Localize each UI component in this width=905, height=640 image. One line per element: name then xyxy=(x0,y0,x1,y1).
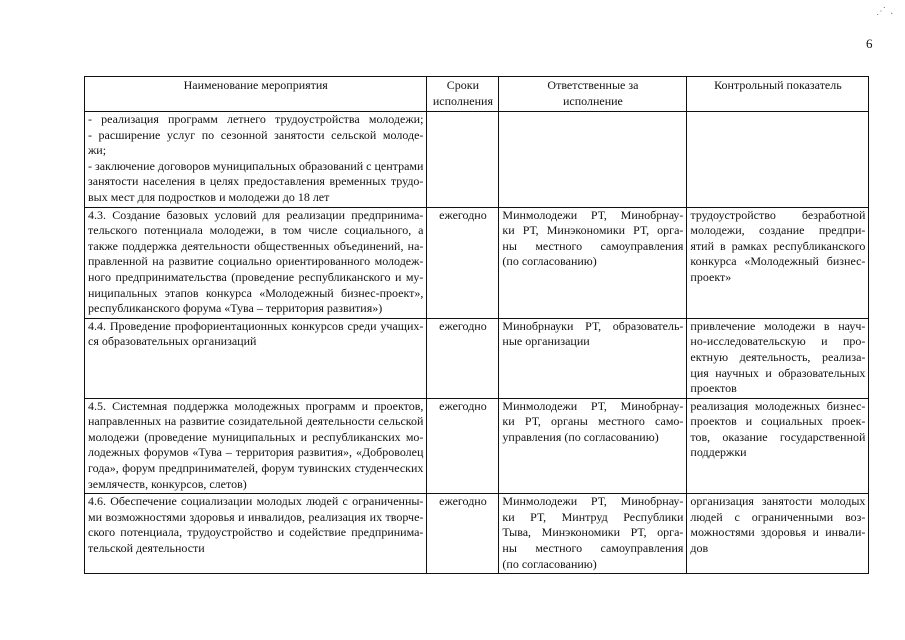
page-number: 6 xyxy=(866,36,873,51)
indicator-line: но-исследовательскую и про- xyxy=(690,334,866,349)
header-indicator xyxy=(687,77,869,112)
responsible-line: ки РТ, Минэкономики РТ, орга- xyxy=(502,223,684,238)
indicator-line: ятий в рамках республиканского xyxy=(690,238,866,253)
event-name-line: 4.5. Системная поддержка молодежных программ и проектов, xyxy=(88,398,424,413)
responsible-line: ки РТ, Минтруд Республики xyxy=(502,509,684,524)
event-name-line: ся образовательных организаций xyxy=(88,334,257,349)
table-row xyxy=(85,494,869,574)
cell-indicator xyxy=(687,398,869,494)
cell-event-name xyxy=(85,398,427,494)
event-name-line: республиканского форума «Тува – территория развития») xyxy=(88,301,383,316)
indicator-line: конкурса «Молодежный бизнес- xyxy=(690,254,866,269)
event-name-line: жи; xyxy=(88,143,107,158)
table-header-row xyxy=(85,77,869,112)
cell-event-name xyxy=(85,207,427,318)
event-name-line: - заключение договоров муниципальных образований с центрами xyxy=(88,158,424,173)
indicator-line: реализация молодежных бизнес- xyxy=(690,398,866,413)
event-name-line: года», форум предпринимателей, форум тувинских студенческих xyxy=(88,461,424,476)
indicator-line: ектную деятельность, реализа- xyxy=(690,349,866,364)
header-responsible-line: Ответственные за xyxy=(547,78,639,92)
cell-event-name xyxy=(85,494,427,574)
cell-deadline xyxy=(427,494,499,574)
cell-indicator xyxy=(687,207,869,318)
indicator-line: дов xyxy=(690,541,709,556)
deadline-text: ежегодно xyxy=(439,398,487,413)
event-name-line: молодежи (проведение муниципальных и республиканских мо- xyxy=(88,429,424,444)
event-name-line: тельского потенциала молодежи, в том числе социального, а xyxy=(88,223,424,238)
event-name-line: тельской деятельности xyxy=(88,541,205,556)
responsible-line: ны местного самоуправления xyxy=(502,541,684,556)
cell-event-name xyxy=(85,112,427,208)
cell-responsible xyxy=(499,494,687,574)
cell-responsible xyxy=(499,207,687,318)
event-name-line: - расширение услуг по сезонной занятости сельской молоде- xyxy=(88,127,424,142)
responsible-line: ные организации xyxy=(502,334,590,349)
table-row xyxy=(85,207,869,318)
event-name-line: ского потенциала, трудоустройство и содействие предпринима- xyxy=(88,525,424,540)
indicator-line: тов, оказание государственной xyxy=(690,429,866,444)
cell-responsible xyxy=(499,398,687,494)
events-plan-table xyxy=(84,76,869,574)
cell-deadline xyxy=(427,318,499,398)
header-responsible-line: исполнение xyxy=(562,93,623,108)
event-name-line: 4.3. Создание базовых условий для реализации предпринима- xyxy=(88,207,424,222)
event-name-line: 4.6. Обеспечение социализации молодых людей с ограниченны- xyxy=(88,494,424,509)
cell-indicator xyxy=(687,494,869,574)
deadline-text: ежегодно xyxy=(439,207,487,222)
event-name-line: ниципальных этапов конкурса «Молодежный бизнес-проект», xyxy=(88,285,424,300)
event-name-line: занятости населения в целях предоставления временных трудо- xyxy=(88,174,424,189)
responsible-line: (по согласованию) xyxy=(502,556,597,571)
indicator-line: организация занятости молодых xyxy=(690,494,866,509)
cell-indicator xyxy=(687,318,869,398)
table-row xyxy=(85,318,869,398)
responsible-line: (по согласованию) xyxy=(502,254,597,269)
indicator-line: людей с ограниченными воз- xyxy=(690,509,866,524)
deadline-text: ежегодно xyxy=(439,494,487,509)
cell-indicator xyxy=(687,112,869,208)
indicator-line: молодежи, создание предпри- xyxy=(690,223,866,238)
indicator-line: поддержки xyxy=(690,445,747,460)
event-name-line: землячеств, конкурсов, слетов) xyxy=(88,476,247,491)
event-name-line: правленной на развитие социально ориентированного молодеж- xyxy=(88,254,424,269)
cell-responsible xyxy=(499,112,687,208)
indicator-line: трудоустройство безработной xyxy=(690,207,866,222)
responsible-line: Минмолодежи РТ, Минобрнау- xyxy=(502,494,684,509)
header-event-name xyxy=(85,77,427,112)
indicator-line: привлечение молодежи в науч- xyxy=(690,318,866,333)
header-deadline xyxy=(427,77,499,112)
header-indicator-text: Контрольный показатель xyxy=(714,78,842,92)
cell-deadline xyxy=(427,112,499,208)
table-row xyxy=(85,112,869,208)
cell-deadline xyxy=(427,398,499,494)
responsible-line: ки РТ, органы местного само- xyxy=(502,414,684,429)
table-body xyxy=(85,112,869,574)
responsible-line: Тыва, Минэкономики РТ, орга- xyxy=(502,525,684,540)
header-deadline-line: Сроки xyxy=(446,78,480,92)
cell-event-name xyxy=(85,318,427,398)
indicator-line: проект» xyxy=(690,269,732,284)
header-event-name-text: Наименование мероприятия xyxy=(183,78,328,92)
event-name-line: вых мест для подростков и молодежи до 18 лет xyxy=(88,189,330,204)
cell-deadline xyxy=(427,207,499,318)
responsible-line: Минмолодежи РТ, Минобрнау- xyxy=(502,207,684,222)
event-name-line: также поддержка деятельности общественных объединений, на- xyxy=(88,238,424,253)
table-row xyxy=(85,398,869,494)
scan-corner-mark: ⋰ . xyxy=(876,6,894,17)
deadline-text: ежегодно xyxy=(439,318,487,333)
responsible-line: Минмолодежи РТ, Минобрнау- xyxy=(502,398,684,413)
event-name-line: ного предпринимательства (проведение республиканского и му- xyxy=(88,269,424,284)
indicator-line: проектов и социальных проек- xyxy=(690,414,866,429)
event-name-line: лодежных форумов «Тува – территория развития», «Доброволец xyxy=(88,445,424,460)
indicator-line: можностями здоровья и инвали- xyxy=(690,525,866,540)
indicator-line: проектов xyxy=(690,381,737,396)
event-name-line: - реализация программ летнего трудоустройства молодежи; xyxy=(88,112,424,126)
header-deadline-line: исполнения xyxy=(432,93,493,108)
indicator-line: ция научных и образовательных xyxy=(690,365,866,380)
event-name-line: направленных на развитие созидательной деятельности сельской xyxy=(88,414,424,429)
responsible-line: Минобрнауки РТ, образователь- xyxy=(502,318,684,333)
event-name-line: 4.4. Проведение профориентационных конкурсов среди учащих- xyxy=(88,318,424,333)
responsible-line: управления (по согласованию) xyxy=(502,429,659,444)
responsible-line: ны местного самоуправления xyxy=(502,238,684,253)
event-name-line: ми возможностями здоровья и инвалидов, реализация их творче- xyxy=(88,509,424,524)
header-responsible xyxy=(499,77,687,112)
cell-responsible xyxy=(499,318,687,398)
